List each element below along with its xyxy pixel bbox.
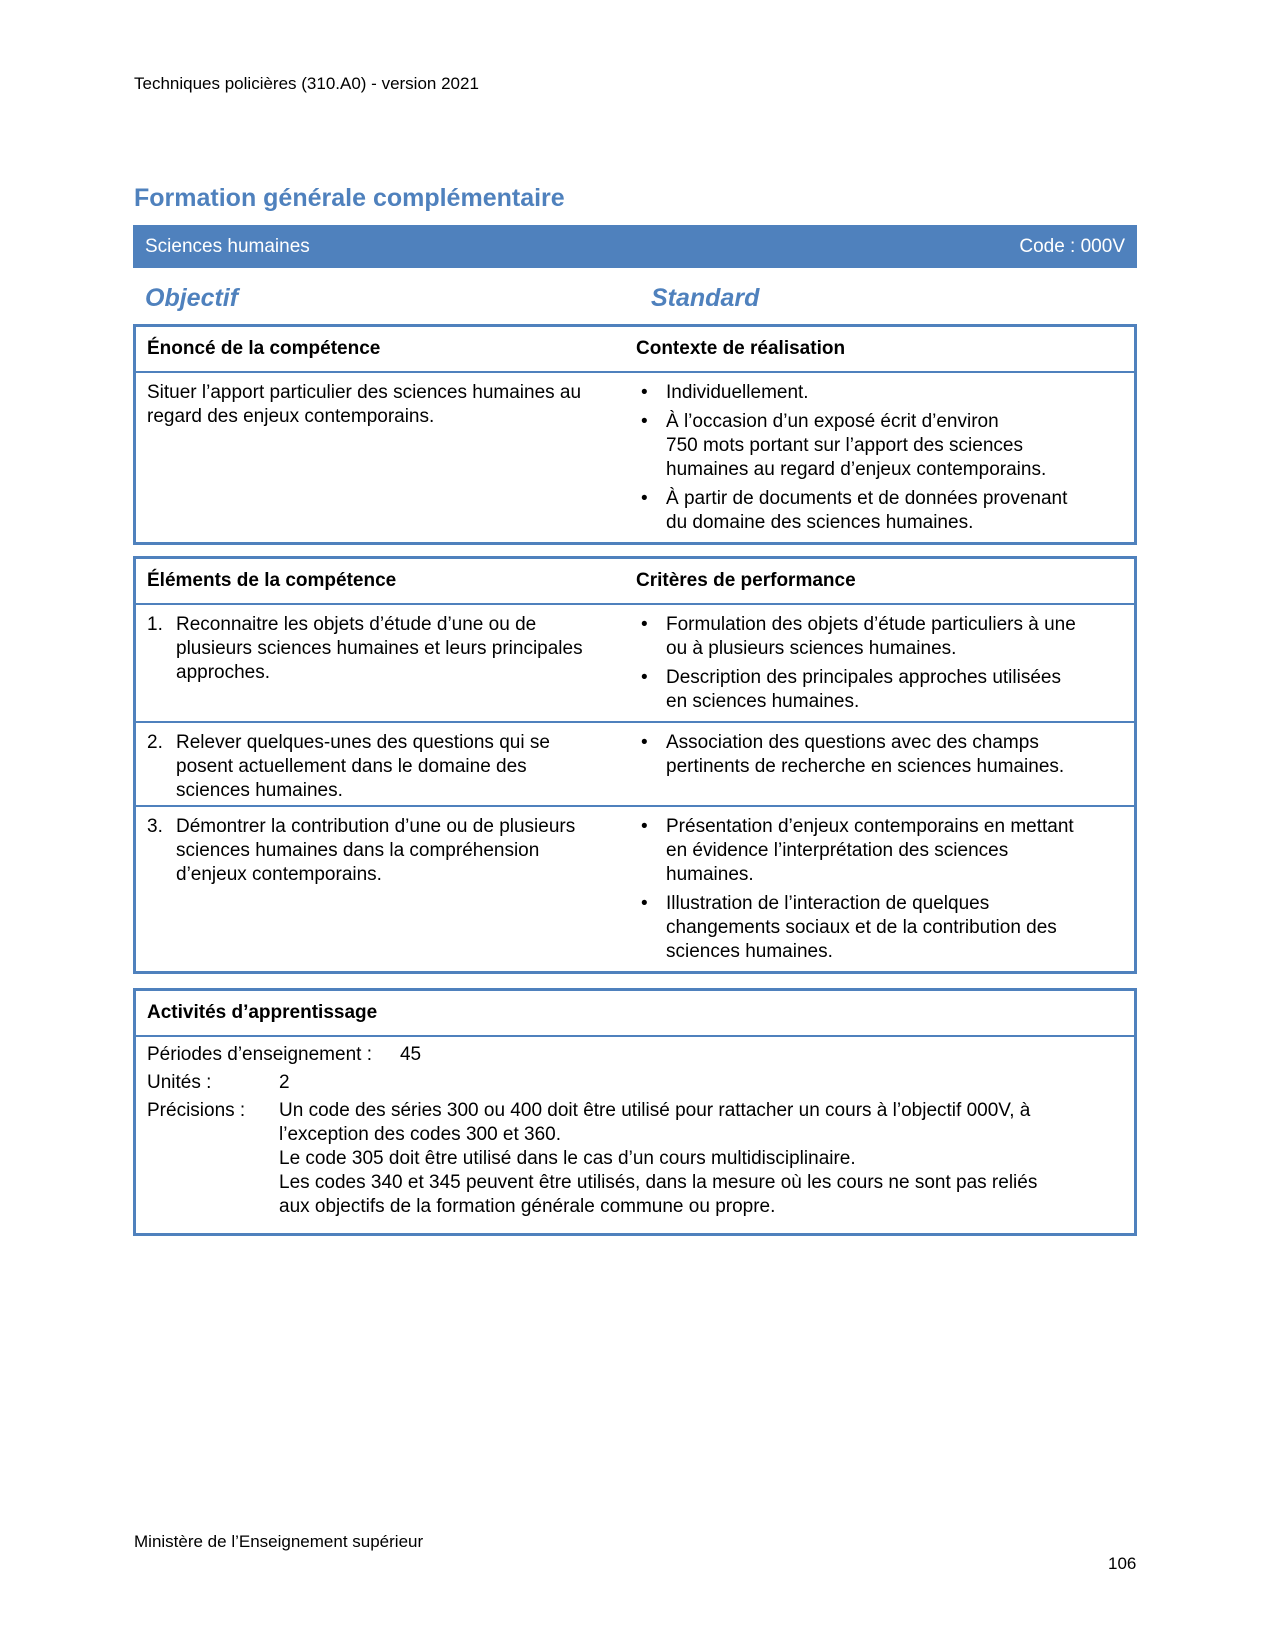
competence-statement-header: Énoncé de la compétence	[147, 338, 381, 359]
bullet-line: Illustration de l’interaction de quelques	[666, 893, 990, 914]
periods-value: 45	[399, 1044, 422, 1065]
element-number: 2.	[147, 732, 163, 753]
bullet-line: À l’occasion d’un exposé écrit d’environ	[666, 411, 999, 432]
element-row	[136, 721, 1134, 805]
units-label: Unités :	[147, 1072, 212, 1093]
competence-body-row	[136, 371, 1134, 542]
list-item	[636, 613, 1124, 661]
bullet-line: en évidence l’interprétation des sciences	[666, 840, 1009, 861]
element-item	[147, 815, 636, 887]
element-line: sciences humaines dans la compréhension	[176, 840, 540, 861]
bullet-line: Description des principales approches utilisées	[666, 667, 1061, 688]
elements-header: Éléments de la compétence	[147, 570, 397, 591]
bullet-line: en sciences humaines.	[666, 691, 860, 712]
bullet-line: ou à plusieurs sciences humaines.	[666, 638, 957, 659]
periods-label: Périodes d’enseignement :	[147, 1044, 372, 1065]
element-line: approches.	[176, 662, 271, 683]
section-title: Formation générale complémentaire	[134, 184, 565, 212]
list-item	[636, 487, 1124, 535]
bullet-line: Association des questions avec des champs	[666, 732, 1039, 753]
bullet-line: humaines.	[666, 864, 754, 885]
standard-heading: Standard	[651, 284, 760, 312]
precision-line: l’exception des codes 300 et 360.	[279, 1124, 562, 1145]
bullet-icon: •	[641, 893, 648, 914]
discipline-bar	[133, 225, 1137, 268]
document-header: Techniques policières (310.A0) - version 2021	[134, 74, 479, 93]
discipline-code: Code : 000V	[1019, 235, 1125, 257]
bullet-icon: •	[641, 614, 648, 635]
list-item	[636, 666, 1124, 714]
list-item	[636, 892, 1124, 964]
bullet-icon: •	[641, 816, 648, 837]
competence-table	[133, 324, 1137, 545]
bullet-line: 750 mots portant sur l’apport des sciences	[666, 435, 1023, 456]
bullet-icon: •	[641, 382, 648, 403]
discipline-name: Sciences humaines	[145, 235, 310, 257]
footer-ministry: Ministère de l’Enseignement supérieur	[134, 1532, 424, 1551]
element-line: posent actuellement dans le domaine des	[176, 756, 527, 777]
statement-line: regard des enjeux contemporains.	[147, 406, 435, 427]
bullet-icon: •	[641, 411, 648, 432]
bullet-line: changements sociaux et de la contribution des	[666, 917, 1057, 938]
list-item	[636, 410, 1124, 482]
activities-title: Activités d’apprentissage	[136, 991, 1134, 1037]
bullet-line: humaines au regard d’enjeux contemporains.	[666, 459, 1047, 480]
statement-line: Situer l’apport particulier des sciences humaines au	[147, 382, 582, 403]
bullet-icon: •	[641, 488, 648, 509]
element-number: 3.	[147, 816, 163, 837]
page-number: 106	[1108, 1554, 1137, 1573]
list-item	[636, 815, 1124, 887]
competence-header-row	[136, 327, 1134, 371]
bullet-line: Individuellement.	[666, 382, 809, 403]
list-item	[636, 731, 1124, 779]
element-line: Démontrer la contribution d’une ou de plusieurs	[176, 816, 576, 837]
element-line: plusieurs sciences humaines et leurs principales	[176, 638, 583, 659]
list-item	[636, 381, 1124, 405]
element-line: sciences humaines.	[176, 780, 343, 801]
elements-table	[133, 556, 1137, 974]
precisions-label: Précisions :	[147, 1100, 246, 1121]
precisions-line	[147, 1099, 1123, 1219]
precision-line: Les codes 340 et 345 peuvent être utilisés, dans la mesure où les cours ne sont pas reliés	[279, 1172, 1038, 1193]
criteria-header: Critères de performance	[636, 570, 856, 591]
element-row	[136, 805, 1134, 971]
element-item	[147, 731, 636, 803]
precisions-text	[279, 1099, 1123, 1219]
periods-line	[147, 1043, 1123, 1067]
bullet-line: Présentation d’enjeux contemporains en mettant	[666, 816, 1074, 837]
bullet-line: du domaine des sciences humaines.	[666, 512, 974, 533]
context-list	[636, 381, 1134, 540]
bullet-icon: •	[641, 667, 648, 688]
bullet-line: sciences humaines.	[666, 941, 833, 962]
elements-header-row	[136, 559, 1134, 603]
precision-line: aux objectifs de la formation générale commune ou propre.	[279, 1196, 776, 1217]
element-row	[136, 603, 1134, 721]
objective-heading: Objectif	[145, 284, 239, 312]
element-item	[147, 613, 636, 685]
bullet-line: À partir de documents et de données provenant	[666, 488, 1068, 509]
competence-statement	[136, 381, 636, 540]
units-line	[147, 1071, 1123, 1095]
element-line: d’enjeux contemporains.	[176, 864, 382, 885]
precision-line: Le code 305 doit être utilisé dans le cas d’un cours multidisciplinaire.	[279, 1148, 856, 1169]
bullet-line: pertinents de recherche en sciences humaines.	[666, 756, 1065, 777]
element-line: Reconnaitre les objets d’étude d’une ou de	[176, 614, 537, 635]
element-number: 1.	[147, 614, 163, 635]
learning-activities-box	[133, 988, 1137, 1236]
bullet-icon: •	[641, 732, 648, 753]
precision-line: Un code des séries 300 ou 400 doit être utilisé pour rattacher un cours à l’objectif 000V, à	[279, 1100, 1031, 1121]
units-value: 2	[279, 1072, 290, 1093]
context-header: Contexte de réalisation	[636, 338, 846, 359]
element-line: Relever quelques-unes des questions qui se	[176, 732, 550, 753]
bullet-line: Formulation des objets d’étude particuliers à une	[666, 614, 1076, 635]
